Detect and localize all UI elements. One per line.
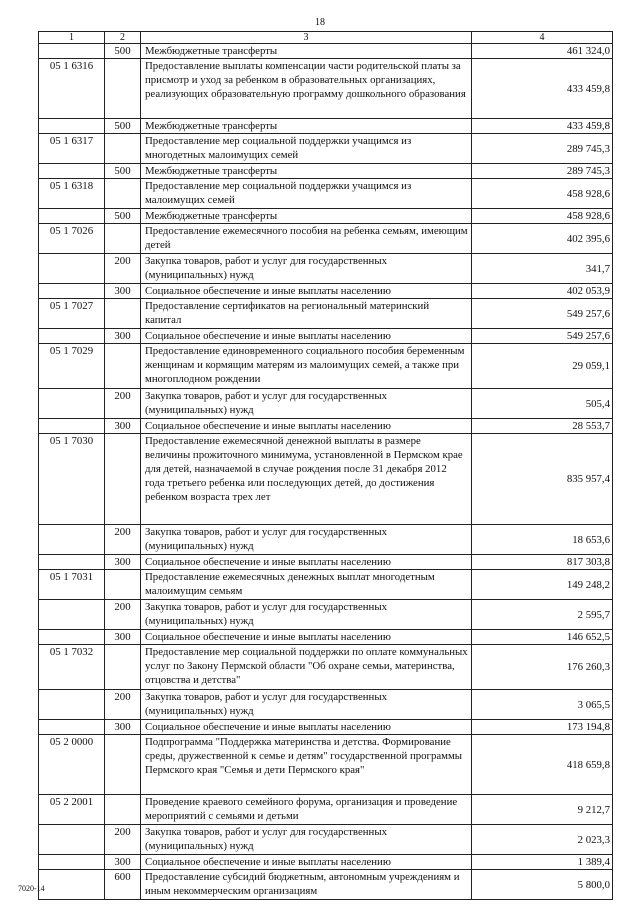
row-amount: 505,4 [472,389,613,419]
row-amount: 173 194,8 [472,720,613,735]
row-code [39,855,105,870]
row-expense-type [105,59,141,119]
table-row [39,329,613,344]
row-code [39,284,105,299]
row-expense-type [105,344,141,389]
row-expense-type: 300 [105,720,141,735]
row-code: 05 1 7032 [39,645,105,690]
row-code [39,44,105,59]
row-code [39,119,105,134]
table-body [39,44,613,900]
row-description: Закупка товаров, работ и услуг для государственных (муниципальных) нужд [141,525,472,555]
row-description: Социальное обеспечение и иные выплаты населению [141,555,472,570]
row-description: Межбюджетные трансферты [141,164,472,179]
table-row [39,720,613,735]
row-description: Межбюджетные трансферты [141,44,472,59]
row-code [39,690,105,720]
row-amount: 1 389,4 [472,855,613,870]
row-amount: 18 653,6 [472,525,613,555]
table-row [39,389,613,419]
row-description: Закупка товаров, работ и услуг для государственных (муниципальных) нужд [141,690,472,720]
row-expense-type [105,645,141,690]
row-amount: 835 957,4 [472,434,613,525]
row-expense-type: 300 [105,329,141,344]
table-row [39,855,613,870]
column-header: 4 [472,32,613,44]
row-expense-type: 500 [105,164,141,179]
page-number: 18 [315,17,325,28]
row-amount: 402 053,9 [472,284,613,299]
table-row [39,690,613,720]
row-code: 05 1 7030 [39,434,105,525]
table-row [39,555,613,570]
row-description: Предоставление субсидий бюджетным, автономным учреждениям и иным некоммерческим организациям [141,870,472,900]
row-description: Социальное обеспечение и иные выплаты населению [141,630,472,645]
row-amount: 433 459,8 [472,59,613,119]
row-expense-type [105,434,141,525]
row-expense-type: 200 [105,690,141,720]
row-code [39,209,105,224]
row-code [39,720,105,735]
table-row [39,525,613,555]
table-row [39,630,613,645]
budget-table [38,31,613,900]
table-row [39,164,613,179]
column-header: 2 [105,32,141,44]
row-expense-type [105,795,141,825]
row-description: Предоставление ежемесячных денежных выплат многодетным малоимущим семьям [141,570,472,600]
row-expense-type: 200 [105,389,141,419]
table-row [39,299,613,329]
row-description: Предоставление единовременного социального пособия беременным женщинам и кормящим матерям из малоимущих семей, а также при многоплодном рождении [141,344,472,389]
row-expense-type: 500 [105,119,141,134]
row-description: Социальное обеспечение и иные выплаты населению [141,720,472,735]
table-row [39,224,613,254]
row-amount: 9 212,7 [472,795,613,825]
row-expense-type: 300 [105,630,141,645]
row-description: Подпрограмма "Поддержка материнства и детства. Формирование среды, дружественной к семье и детям" государственной программы Пермского края "Семья и дети Пермского края" [141,735,472,795]
row-amount: 402 395,6 [472,224,613,254]
row-code: 05 1 7026 [39,224,105,254]
row-code: 05 1 6316 [39,59,105,119]
row-amount: 461 324,0 [472,44,613,59]
row-expense-type: 600 [105,870,141,900]
row-description: Предоставление сертификатов на региональный материнский капитал [141,299,472,329]
row-amount: 149 248,2 [472,570,613,600]
row-expense-type [105,134,141,164]
row-amount: 29 059,1 [472,344,613,389]
row-description: Социальное обеспечение и иные выплаты населению [141,419,472,434]
row-amount: 146 652,5 [472,630,613,645]
row-amount: 176 260,3 [472,645,613,690]
row-expense-type: 200 [105,525,141,555]
table-row [39,119,613,134]
row-amount: 2 595,7 [472,600,613,630]
document-code: 7020-14 [18,884,45,893]
row-amount: 817 303,8 [472,555,613,570]
table-row [39,254,613,284]
row-expense-type [105,735,141,795]
row-amount: 549 257,6 [472,329,613,344]
row-code [39,600,105,630]
row-amount: 2 023,3 [472,825,613,855]
column-header: 1 [39,32,105,44]
row-description: Предоставление ежемесячной денежной выплаты в размере величины прожиточного минимума, установленной в Пермском крае для детей, назначаемой в случае рождения после 31 декабря 2012 года третьего ребенка или последующих детей, до достижения ребенком возраста трех лет [141,434,472,525]
row-amount: 458 928,6 [472,179,613,209]
row-description: Предоставление ежемесячного пособия на ребенка семьям, имеющим детей [141,224,472,254]
table-row [39,44,613,59]
row-code: 05 1 7029 [39,344,105,389]
row-description: Проведение краевого семейного форума, организация и проведение мероприятий с семьями и детьми [141,795,472,825]
row-code [39,419,105,434]
row-code: 05 1 6318 [39,179,105,209]
row-expense-type: 500 [105,209,141,224]
row-description: Предоставление выплаты компенсации части родительской платы за присмотр и уход за ребенком в образовательных организациях, реализующих образовательную программу дошкольного образования [141,59,472,119]
row-description: Предоставление мер социальной поддержки учащимся из малоимущих семей [141,179,472,209]
row-expense-type [105,224,141,254]
column-header: 3 [141,32,472,44]
row-description: Закупка товаров, работ и услуг для государственных (муниципальных) нужд [141,825,472,855]
row-description: Межбюджетные трансферты [141,119,472,134]
row-expense-type: 200 [105,254,141,284]
table-row [39,600,613,630]
table-row [39,870,613,900]
row-expense-type: 300 [105,284,141,299]
row-amount: 341,7 [472,254,613,284]
row-code [39,329,105,344]
row-code: 05 2 0000 [39,735,105,795]
row-expense-type [105,299,141,329]
table-row [39,419,613,434]
row-code: 05 2 2001 [39,795,105,825]
table-row [39,209,613,224]
row-description: Предоставление мер социальной поддержки учащимся из многодетных малоимущих семей [141,134,472,164]
row-code [39,630,105,645]
table-row [39,344,613,389]
row-expense-type: 300 [105,855,141,870]
row-amount: 5 800,0 [472,870,613,900]
row-code [39,254,105,284]
row-amount: 3 065,5 [472,690,613,720]
table-row [39,795,613,825]
table-row [39,59,613,119]
row-description: Предоставление мер социальной поддержки по оплате коммунальных услуг по Закону Пермской области "Об охране семьи, материнства, отцовства и детства" [141,645,472,690]
row-description: Закупка товаров, работ и услуг для государственных (муниципальных) нужд [141,389,472,419]
row-expense-type: 200 [105,600,141,630]
table-row [39,434,613,525]
table-row [39,284,613,299]
row-code [39,164,105,179]
row-amount: 418 659,8 [472,735,613,795]
header-row [39,32,613,44]
table-row [39,179,613,209]
row-description: Межбюджетные трансферты [141,209,472,224]
row-amount: 433 459,8 [472,119,613,134]
row-code: 05 1 7031 [39,570,105,600]
row-description: Закупка товаров, работ и услуг для государственных (муниципальных) нужд [141,254,472,284]
row-code [39,555,105,570]
row-description: Социальное обеспечение и иные выплаты населению [141,855,472,870]
row-description: Социальное обеспечение и иные выплаты населению [141,329,472,344]
row-expense-type: 200 [105,825,141,855]
row-expense-type: 300 [105,419,141,434]
table-row [39,645,613,690]
row-amount: 549 257,6 [472,299,613,329]
row-code [39,870,105,900]
row-amount: 28 553,7 [472,419,613,434]
table-row [39,825,613,855]
row-code [39,525,105,555]
row-amount: 458 928,6 [472,209,613,224]
table-row [39,570,613,600]
row-expense-type [105,179,141,209]
row-amount: 289 745,3 [472,134,613,164]
table-row [39,134,613,164]
row-description: Социальное обеспечение и иные выплаты населению [141,284,472,299]
row-expense-type: 300 [105,555,141,570]
row-expense-type [105,570,141,600]
row-description: Закупка товаров, работ и услуг для государственных (муниципальных) нужд [141,600,472,630]
row-code: 05 1 7027 [39,299,105,329]
row-code: 05 1 6317 [39,134,105,164]
row-code [39,389,105,419]
row-expense-type: 500 [105,44,141,59]
row-amount: 289 745,3 [472,164,613,179]
row-code [39,825,105,855]
table-row [39,735,613,795]
